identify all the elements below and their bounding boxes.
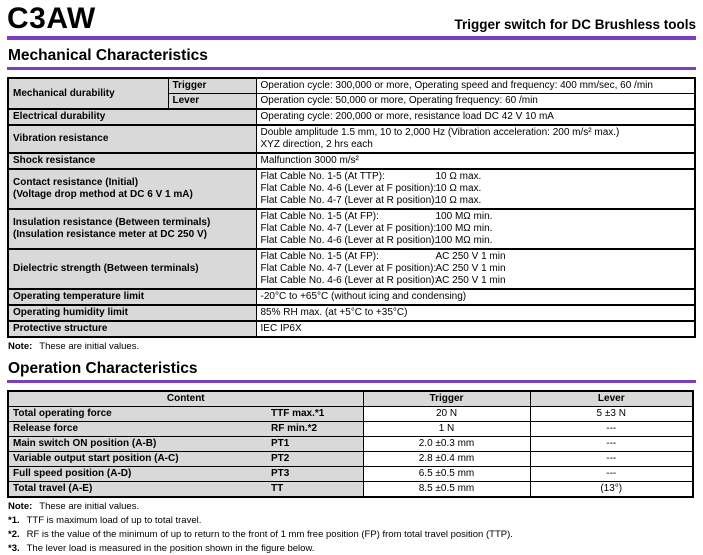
- dielectric-line-1-value: AC 250 V 1 min: [435, 251, 506, 262]
- insulation-label-line-1: Insulation resistance (Between terminals): [13, 217, 211, 228]
- contact-line-1: [261, 171, 691, 183]
- mechanical-note-text: These are initial values.: [39, 341, 140, 352]
- row-label-text: Total operating force: [13, 407, 112, 419]
- table-row-operating-humidity-limit: [8, 305, 695, 321]
- insulation-line-1: [261, 211, 691, 223]
- operation-note-0: [8, 501, 696, 513]
- table-row-operating-temperature-limit: [8, 289, 695, 305]
- header-rule: [7, 36, 696, 40]
- trigger-value: 20 N: [363, 406, 530, 421]
- operation-note-1: [8, 515, 696, 527]
- row-label-operating-humidity-limit: Operating humidity limit: [8, 305, 256, 321]
- dielectric-line-2-label: Flat Cable No. 4-7 (Lever at F position):: [260, 263, 437, 274]
- table-row-electrical-durability: [8, 109, 695, 125]
- value-contact-resistance: [256, 169, 695, 209]
- column-header-trigger: Trigger: [363, 391, 530, 407]
- insulation-line-3-value: 100 MΩ min.: [435, 235, 493, 246]
- lever-value: 5 ±3 N: [530, 406, 693, 421]
- note-text: The lever load is measured in the position shown in the figure below.: [26, 543, 315, 554]
- row-label-protective-structure: Protective structure: [8, 321, 256, 337]
- value-operating-humidity-limit: 85% RH max. (at +5°C to +35°C): [256, 305, 695, 321]
- operation-heading-rule: [7, 380, 696, 383]
- row-label-variable-output-start-position: [8, 451, 363, 466]
- operation-characteristics-table: [7, 390, 694, 498]
- row-label-total-operating-force: [8, 406, 363, 421]
- page-subtitle: Trigger switch for DC Brushless tools: [454, 17, 696, 32]
- trigger-value: 2.8 ±0.4 mm: [363, 451, 530, 466]
- operation-characteristics-section: [7, 360, 696, 555]
- row-code: PT2: [271, 452, 290, 464]
- dielectric-line-3-value: AC 250 V 1 min: [435, 275, 506, 286]
- contact-label-line-1: Contact resistance (Initial): [13, 177, 139, 188]
- dielectric-line-1-label: Flat Cable No. 1-5 (At FP):: [260, 251, 379, 262]
- trigger-value: 2.0 ±0.3 mm: [363, 436, 530, 451]
- column-header-lever: Lever: [530, 391, 693, 407]
- contact-line-3-label: Flat Cable No. 4-7 (Lever at R position):: [260, 195, 438, 206]
- row-label-mechanical-durability: Mechanical durability: [8, 78, 168, 109]
- row-label-text: Full speed position (A-D): [13, 467, 132, 479]
- row-code: TT: [271, 482, 284, 494]
- mechanical-heading-rule: [7, 67, 696, 70]
- mechanical-note-prefix: Note:: [8, 341, 33, 352]
- contact-line-3-value: 10 Ω max.: [435, 195, 482, 206]
- insulation-line-1-value: 100 MΩ min.: [435, 211, 493, 222]
- table-row-variable-output-start-position: [8, 451, 693, 466]
- row-label-text: Main switch ON position (A-B): [13, 437, 157, 449]
- contact-line-3: [261, 195, 691, 207]
- page-title: C3AW: [7, 2, 96, 35]
- operation-notes: [7, 501, 696, 555]
- sub-label-lever: Lever: [168, 94, 256, 110]
- lever-value: ---: [530, 451, 693, 466]
- row-label-text: Variable output start position (A-C): [13, 452, 179, 464]
- header-row: [7, 4, 696, 34]
- value-electrical-durability: Operating cycle: 200,000 or more, resistance load DC 42 V 10 mA: [256, 109, 695, 125]
- insulation-label-line-2: (Insulation resistance meter at DC 250 V): [13, 229, 207, 240]
- contact-line-1-label: Flat Cable No. 1-5 (At TTP):: [260, 171, 385, 182]
- table-header-row: [8, 391, 693, 407]
- column-header-content: Content: [8, 391, 363, 407]
- trigger-value: 6.5 ±0.5 mm: [363, 466, 530, 481]
- operation-note-2: [8, 529, 696, 541]
- contact-line-1-value: 10 Ω max.: [435, 171, 482, 182]
- sub-label-trigger: Trigger: [168, 78, 256, 94]
- lever-value: ---: [530, 436, 693, 451]
- row-label-dielectric-strength: Dielectric strength (Between terminals): [8, 249, 256, 289]
- value-dielectric-strength: [256, 249, 695, 289]
- table-row-contact-resistance: [8, 169, 695, 209]
- table-row-mechanical-durability-trigger: [8, 78, 695, 94]
- lever-value: ---: [530, 421, 693, 436]
- table-row-main-switch-on-position: [8, 436, 693, 451]
- note-text: These are initial values.: [39, 500, 140, 512]
- note-prefix: *3.: [8, 543, 20, 554]
- value-operating-temperature-limit: -20°C to +65°C (without icing and condensing): [256, 289, 695, 305]
- row-label-electrical-durability: Electrical durability: [8, 109, 256, 125]
- dielectric-line-1: [261, 251, 691, 263]
- insulation-line-2: [261, 223, 691, 235]
- value-protective-structure: IEC IP6X: [256, 321, 695, 337]
- dielectric-line-3-label: Flat Cable No. 4-6 (Lever at R position):: [260, 275, 438, 286]
- table-row-full-speed-position: [8, 466, 693, 481]
- note-prefix: *1.: [8, 515, 20, 526]
- mechanical-note: [8, 341, 696, 353]
- row-code: PT3: [271, 467, 290, 479]
- row-label-full-speed-position: [8, 466, 363, 481]
- value-shock-resistance: Malfunction 3000 m/s²: [256, 153, 695, 169]
- dielectric-line-3: [261, 275, 691, 287]
- lever-value: (13°): [530, 481, 693, 497]
- value-vibration-resistance: [256, 125, 695, 153]
- table-row-dielectric-strength: [8, 249, 695, 289]
- table-row-vibration-resistance: [8, 125, 695, 153]
- table-row-release-force: [8, 421, 693, 436]
- mechanical-characteristics-section: [7, 47, 696, 353]
- row-label-insulation-resistance: [8, 209, 256, 249]
- vibration-line-1: Double amplitude 1.5 mm, 10 to 2,000 Hz (Vibration acceleration: 200 m/s² max.): [260, 127, 620, 138]
- contact-line-2-label: Flat Cable No. 4-6 (Lever at F position):: [260, 183, 437, 194]
- value-mechanical-durability-trigger: Operation cycle: 300,000 or more, Operating speed and frequency: 400 mm/sec, 60 /min: [256, 78, 695, 94]
- dielectric-line-2-value: AC 250 V 1 min: [435, 263, 506, 274]
- table-row-total-travel: [8, 481, 693, 497]
- lever-value: ---: [530, 466, 693, 481]
- value-mechanical-durability-lever: Operation cycle: 50,000 or more, Operating frequency: 60 /min: [256, 94, 695, 110]
- dielectric-line-2: [261, 263, 691, 275]
- table-row-protective-structure: [8, 321, 695, 337]
- insulation-line-2-value: 100 MΩ min.: [435, 223, 493, 234]
- page-header: [7, 4, 696, 40]
- insulation-line-3: [261, 235, 691, 247]
- row-code: RF min.*2: [271, 422, 318, 434]
- row-label-text: Release force: [13, 422, 79, 434]
- trigger-value: 1 N: [363, 421, 530, 436]
- vibration-line-2: XYZ direction, 2 hrs each: [260, 139, 373, 150]
- row-label-shock-resistance: Shock resistance: [8, 153, 256, 169]
- contact-line-2: [261, 183, 691, 195]
- row-code: TTF max.*1: [271, 407, 325, 419]
- trigger-value: 8.5 ±0.5 mm: [363, 481, 530, 497]
- value-insulation-resistance: [256, 209, 695, 249]
- row-label-operating-temperature-limit: Operating temperature limit: [8, 289, 256, 305]
- operation-note-3: [8, 543, 696, 555]
- note-prefix: *2.: [8, 529, 20, 540]
- mechanical-heading: Mechanical Characteristics: [8, 47, 208, 64]
- table-row-insulation-resistance: [8, 209, 695, 249]
- row-code: PT1: [271, 437, 290, 449]
- contact-line-2-value: 10 Ω max.: [435, 183, 482, 194]
- contact-label-line-2: (Voltage drop method at DC 6 V 1 mA): [13, 189, 193, 200]
- insulation-line-2-label: Flat Cable No. 4-7 (Lever at F position):: [260, 223, 437, 234]
- row-label-total-travel: [8, 481, 363, 497]
- row-label-text: Total travel (A-E): [13, 482, 93, 494]
- operation-heading: Operation Characteristics: [8, 359, 198, 377]
- note-text: TTF is maximum load of up to total travel.: [26, 515, 202, 526]
- row-label-vibration-resistance: Vibration resistance: [8, 125, 256, 153]
- insulation-line-3-label: Flat Cable No. 4-6 (Lever at R position):: [260, 235, 438, 246]
- row-label-main-switch-on-position: [8, 436, 363, 451]
- table-row-shock-resistance: [8, 153, 695, 169]
- note-text: RF is the value of the minimum of up to return to the front of 1 mm free position (FP) from total travel position (TTP).: [26, 529, 513, 540]
- insulation-line-1-label: Flat Cable No. 1-5 (At FP):: [260, 211, 379, 222]
- mechanical-characteristics-table: [7, 77, 696, 338]
- table-row-total-operating-force: [8, 406, 693, 421]
- row-label-release-force: [8, 421, 363, 436]
- note-prefix: Note:: [8, 500, 33, 512]
- row-label-contact-resistance: [8, 169, 256, 209]
